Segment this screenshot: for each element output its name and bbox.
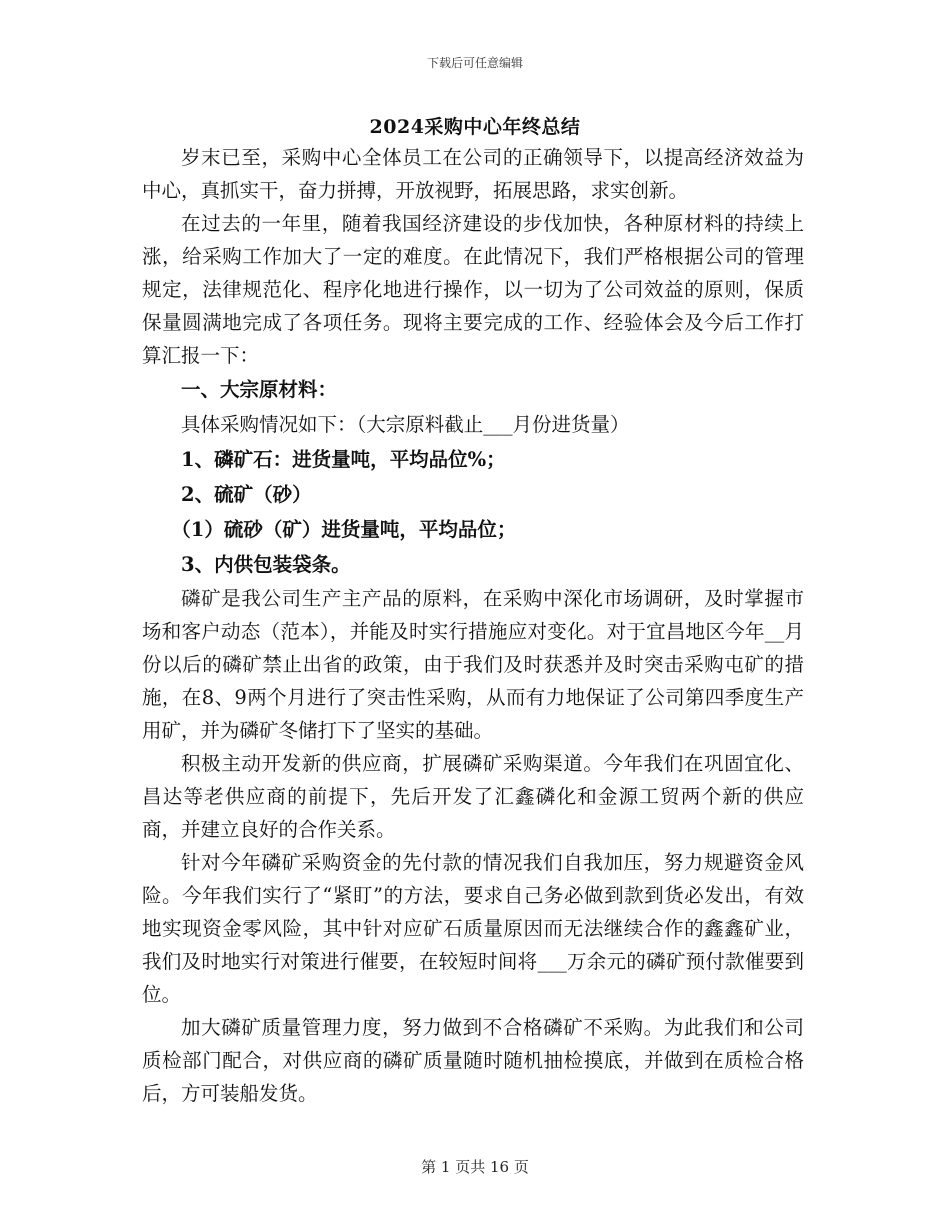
page-header-note: 下载后可任意编辑 (426, 56, 523, 70)
body-paragraph-suppliers: 积极主动开发新的供应商，扩展磷矿采购渠道。今年我们在巩固宜化、昌达等老供应商的前提下，先后开发了汇鑫磷化和金源工贸两个新的供应商，并建立良好的合作关系。 (142, 752, 804, 841)
body-paragraph-quality: 加大磷矿质量管理力度，努力做到不合格磷矿不采购。为此我们和公司质检部门配合，对供应商的磷矿质量随时随机抽检摸底，并做到在质检合格后，方可装船发货。 (142, 1016, 804, 1105)
intro-paragraph: 岁末已至，采购中心全体员工在公司的正确领导下，以提高经济效益为中心，真抓实干，奋力拼搏，开放视野，拓展思路，求实创新。 (142, 146, 804, 202)
purchase-note: 具体采购情况如下：（大宗原料截止___月份进货量） (181, 413, 630, 436)
document-title: 2024采购中心年终总结 (369, 116, 581, 138)
list-item-sulfur-sand: （1）硫砂（矿）进货量吨，平均品位； (171, 518, 517, 541)
document-body (142, 141, 804, 1110)
body-paragraph-phosphate: 磷矿是我公司生产主产品的原料，在采购中深化市场调研，及时掌握市场和客户动态（范本），并能及时实行措施应对变化。对于宜昌地区今年__月份以后的磷矿禁止出省的政策，由于我们及时获悉并及时突击采购屯矿的措施，在8、9两个月进行了突击性采购，从而有力地保证了公司第四季度生产用矿，并为磷矿冬储打下了坚实的基础。 (142, 587, 804, 742)
list-item-phosphate-rock: 1、磷矿石：进货量吨，平均品位%； (181, 448, 506, 471)
body-paragraph-funds: 针对今年磷矿采购资金的先付款的情况我们自我加压，努力规避资金风险。今年我们实行了“紧盯”的方法，要求自己务必做到款到货必发出，有效地实现资金零风险，其中针对应矿石质量原因而无法继续合作的鑫鑫矿业，我们及时地实行对策进行催要，在较短时间将___万余元的磷矿预付款催要到位。 (142, 851, 804, 1006)
list-item-packaging-bags: 3、内供包装袋条。 (181, 553, 351, 576)
overview-paragraph: 在过去的一年里，随着我国经济建设的步伐加快，各种原材料的持续上涨，给采购工作加大了一定的难度。在此情况下，我们严格根据公司的管理规定，法律规范化、程序化地进行操作，以一切为了公司效益的原则，保质保量圆满地完成了各项任务。现将主要完成的工作、经验体会及今后工作打算汇报一下： (142, 212, 804, 367)
section-heading-raw-materials: 一、大宗原材料： (181, 378, 338, 401)
page-number: 第 1 页共 16 页 (421, 1158, 529, 1176)
list-item-sulfur-ore: 2、硫矿（砂） (181, 483, 312, 506)
